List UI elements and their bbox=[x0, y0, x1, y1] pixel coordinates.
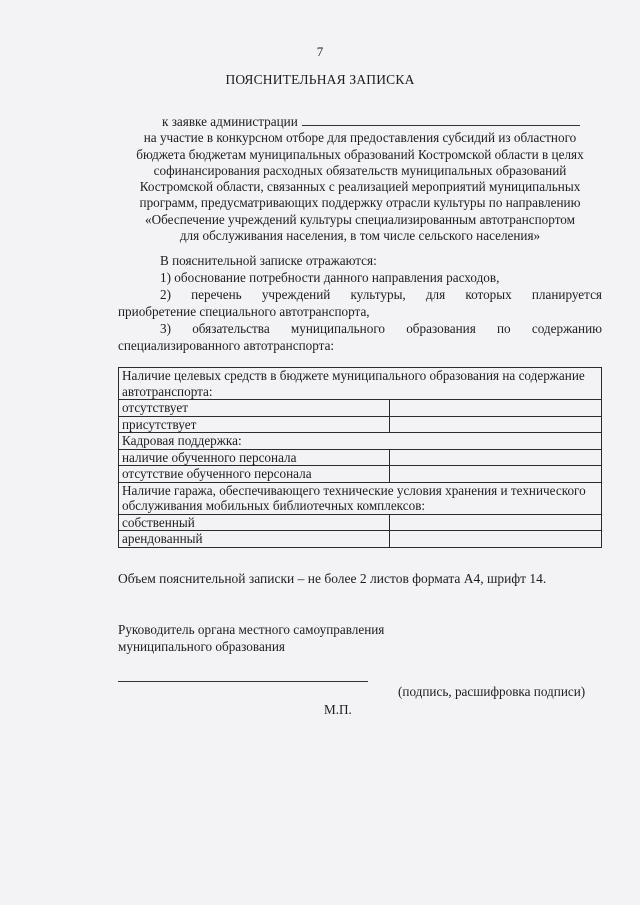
table-section-row bbox=[119, 482, 602, 514]
table-row bbox=[119, 400, 602, 417]
option-label: собственный bbox=[119, 514, 390, 531]
heading-request-text: к заявке администрации bbox=[162, 114, 298, 129]
heading-line: софинансирования расходных обязательств муниципальных образований bbox=[153, 162, 567, 178]
intro-lead: В пояснительной записке отражаются: bbox=[160, 253, 377, 268]
option-value-cell bbox=[390, 531, 602, 548]
option-label: присутствует bbox=[119, 416, 390, 433]
document-heading bbox=[100, 114, 620, 244]
option-value-cell bbox=[390, 449, 602, 466]
heading-line: бюджета бюджетам муниципальных образований Костромской области в целях bbox=[136, 146, 584, 162]
table-section-row bbox=[119, 368, 602, 400]
table-section-row bbox=[119, 433, 602, 450]
page-number: 7 bbox=[316, 44, 324, 59]
heading-line: Костромской области, связанных с реализацией мероприятий муниципальных bbox=[139, 179, 581, 195]
option-value-cell bbox=[390, 466, 602, 483]
obligations-table bbox=[118, 367, 602, 548]
heading-line: на участие в конкурсном отборе для предоставления субсидий из областного bbox=[143, 130, 577, 146]
option-value-cell bbox=[390, 400, 602, 417]
intro-item-1: 1) обоснование потребности данного направления расходов, bbox=[160, 270, 500, 285]
option-label: отсутствует bbox=[119, 400, 390, 417]
table-row bbox=[119, 449, 602, 466]
section-header: Кадровая поддержка: bbox=[119, 433, 602, 450]
option-label: наличие обученного персонала bbox=[119, 449, 390, 466]
section-header: Наличие целевых средств в бюджете муниципального образования на содержание автотранспорта: bbox=[119, 368, 602, 400]
heading-line-1 bbox=[100, 114, 620, 130]
heading-line: для обслуживания населения, в том числе сельского населения» bbox=[179, 228, 541, 244]
heading-line: программ, предусматривающих поддержку отрасли культуры по направлению bbox=[139, 195, 581, 211]
table-row bbox=[119, 514, 602, 531]
section-header: Наличие гаража, обеспечивающего технические условия хранения и технического обслуживания мобильных библиотечных комплексов: bbox=[119, 482, 602, 514]
signature-note: (подпись, расшифровка подписи) bbox=[398, 684, 586, 699]
table-row bbox=[119, 531, 602, 548]
heading-line: «Обеспечение учреждений культуры специализированным автотранспортом bbox=[145, 211, 575, 227]
document-title: ПОЯСНИТЕЛЬНАЯ ЗАПИСКА bbox=[225, 72, 415, 87]
signatory-block bbox=[118, 621, 384, 655]
intro-item-3: 3) обязательства муниципального образования по содержанию bbox=[160, 321, 602, 336]
table-row bbox=[119, 466, 602, 483]
option-value-cell bbox=[390, 416, 602, 433]
stamp-place: М.П. bbox=[324, 702, 352, 717]
signature-line bbox=[118, 681, 368, 682]
intro-item-2-cont: приобретение специального автотранспорта, bbox=[118, 304, 370, 319]
intro-item-3-cont: специализированного автотранспорта: bbox=[118, 338, 335, 353]
volume-note: Объем пояснительной записки – не более 2 листов формата А4, шрифт 14. bbox=[118, 571, 547, 586]
option-label: арендованный bbox=[119, 531, 390, 548]
signatory-line-2: муниципального образования bbox=[118, 639, 285, 654]
option-value-cell bbox=[390, 514, 602, 531]
administration-blank bbox=[302, 114, 580, 126]
intro-item-2: 2) перечень учреждений культуры, для которых планируется bbox=[160, 287, 602, 302]
option-label: отсутствие обученного персонала bbox=[119, 466, 390, 483]
table-row bbox=[119, 416, 602, 433]
intro-section bbox=[118, 252, 602, 354]
signatory-line-1: Руководитель органа местного самоуправления bbox=[118, 622, 385, 637]
